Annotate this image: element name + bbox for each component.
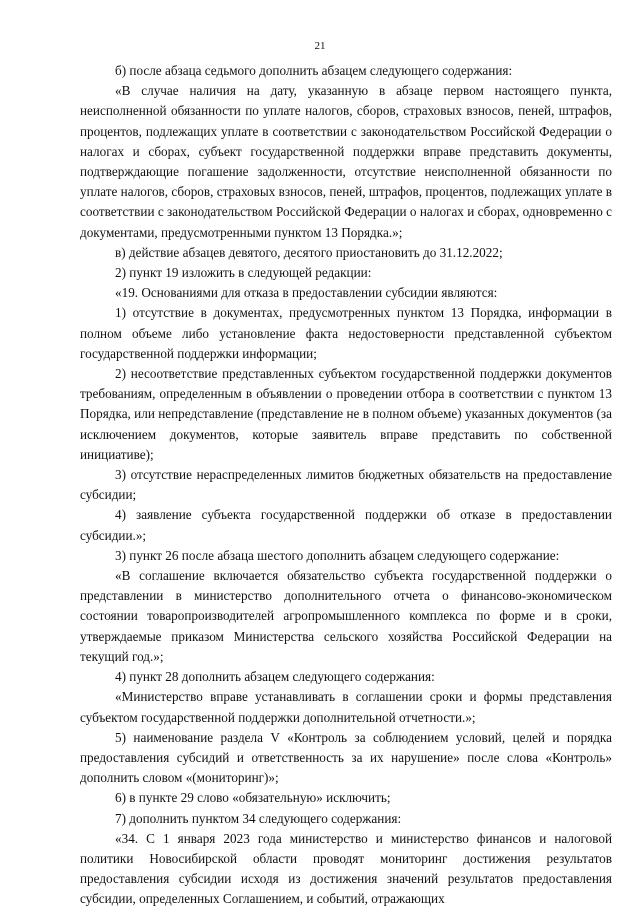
page-number: 21 — [314, 40, 326, 52]
paragraph: «В соглашение включается обязательство субъекта государственной поддержки о представлении в министерство дополнительного отчета о финансово-экономическом состоянии товаропроизводителей агропромышленного комплекса по форме и в сроки, утверждаемые приказом Министерства сельского хозяйства Российской Федерации на текущий год.»; — [80, 568, 612, 664]
paragraph: 3) отсутствие нераспределенных лимитов бюджетных обязательств на предоставление субсидии; — [80, 467, 612, 503]
paragraph: 1) отсутствие в документах, предусмотренных пунктом 13 Порядка, информации в полном объеме либо установление факта недостоверности представленной субъектом государственной поддержки информации; — [80, 305, 612, 361]
paragraph: «Министерство вправе устанавливать в соглашении сроки и формы представления субъектом государственной поддержки дополнительной отчетности.»; — [80, 689, 612, 725]
paragraph: 4) пункт 28 дополнить абзацем следующего содержания: — [115, 669, 435, 685]
paragraph: «В случае наличия на дату, указанную в абзаце первом настоящего пункта, неисполненной обязанности по уплате налогов, сборов, страховых взносов, пеней, штрафов, процентов, подлежащих уплате в соответствии с законодательством Российской Федерации о налогах и сборах, субъект государственной поддержки вправе представить документы, подтверждающие погашение задолженности, отсутствие неисполненной обязанности по уплате налогов, сборов, страховых взносов, пеней, штрафов, процентов, подлежащих уплате в соответствии с законодательством Российской Федерации о налогах и сборах, одновременно с документами, предусмотренными пунктом 13 Порядка.»; — [80, 83, 612, 240]
document-body — [80, 61, 612, 910]
paragraph: б) после абзаца седьмого дополнить абзацем следующего содержания: — [115, 63, 513, 78]
paragraph: в) действие абзацев девятого, десятого приостановить до 31.12.2022; — [115, 244, 503, 260]
paragraph: 7) дополнить пунктом 34 следующего содержания: — [115, 810, 402, 826]
paragraph: «34. С 1 января 2023 года министерство и министерство финансов и налоговой политики Новосибирской области проводят мониторинг достижения результатов предоставления субсидии исходя из достижения значений результатов предоставления субсидии, определенных Соглашением, и событий, отражающих — [80, 830, 612, 907]
paragraph: 2) пункт 19 изложить в следующей редакции: — [115, 265, 372, 281]
paragraph: «19. Основаниями для отказа в предоставлении субсидии являются: — [115, 285, 498, 301]
paragraph: 3) пункт 26 после абзаца шестого дополнить абзацем следующего содержание: — [115, 547, 560, 563]
paragraph: 2) несоответствие представленных субъектом государственной поддержки документов требованиям, определенным в объявлении о проведении отбора в соответствии с пунктом 13 Порядка, или непредставление (представление не в полном объеме) указанных документов (за исключением документов, которые заявитель вправе представить по собственной инициативе); — [80, 366, 612, 462]
paragraph: 6) в пункте 29 слово «обязательную» исключить; — [115, 790, 391, 806]
paragraph: 4) заявление субъекта государственной поддержки об отказе в предоставлении субсидии.»; — [80, 507, 612, 543]
paragraph: 5) наименование раздела V «Контроль за соблюдением условий, целей и порядка предоставления субсидий и ответственность за их нарушение» после слова «Контроль» дополнить словом «(мониторинг)»; — [80, 729, 612, 786]
